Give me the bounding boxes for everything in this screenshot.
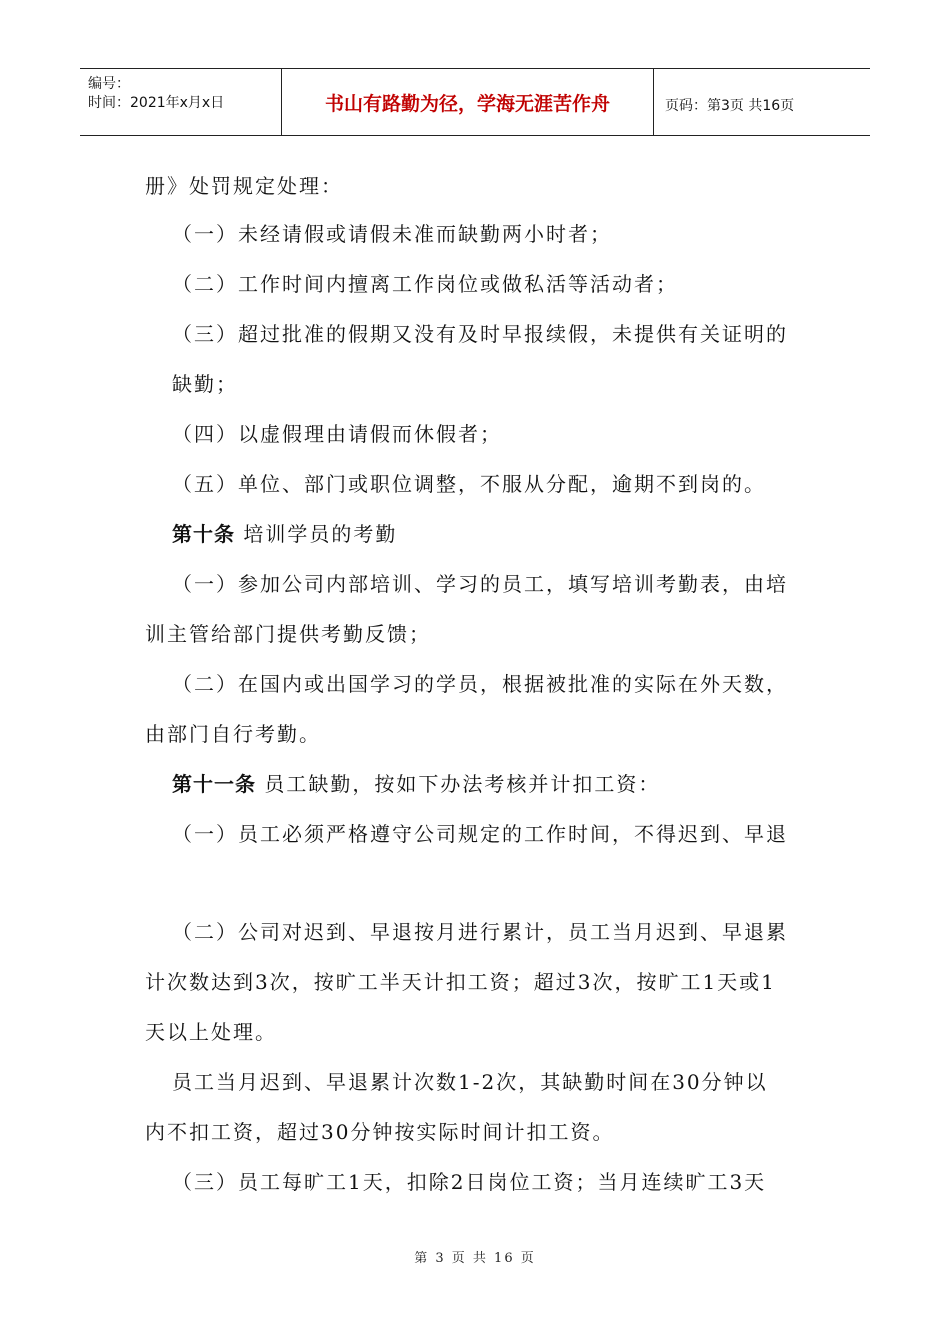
body-line: （一）未经请假或请假未准而缺勤两小时者；	[172, 222, 612, 246]
body-line: 内不扣工资，超过30分钟按实际时间计扣工资。	[145, 1120, 615, 1144]
article-10-heading	[172, 522, 397, 546]
header-page-info: 页码：第3页 共16页	[665, 98, 795, 114]
body-line: （一）参加公司内部培训、学习的员工，填写培训考勤表，由培	[172, 572, 788, 596]
body-line: （二）公司对迟到、早退按月进行累计，员工当月迟到、早退累	[172, 920, 788, 944]
article-10-text: 培训学员的考勤	[243, 522, 398, 546]
body-line: （三）超过批准的假期又没有及时早报续假，未提供有关证明的	[172, 322, 788, 346]
body-line: （五）单位、部门或职位调整，不服从分配，逾期不到岗的。	[172, 472, 766, 496]
body-line: 缺勤；	[172, 372, 238, 396]
header-table	[80, 68, 870, 136]
page-footer: 第 3 页 共 16 页	[414, 1251, 536, 1266]
body-line: 训主管给部门提供考勤反馈；	[145, 622, 431, 646]
article-11-title: 第十一条	[172, 772, 256, 796]
header-divider	[653, 69, 654, 135]
date-label: 时间：2021年x月x日	[88, 95, 225, 111]
body-line: 册》处罚规定处理：	[145, 174, 343, 198]
body-line: 天以上处理。	[145, 1020, 277, 1044]
doc-number-label: 编号：	[88, 76, 130, 92]
body-line: （三）员工每旷工1天，扣除2日岗位工资；当月连续旷工3天	[172, 1170, 767, 1194]
body-line: （二）在国内或出国学习的学员，根据被批准的实际在外天数，	[172, 672, 788, 696]
body-line: 员工当月迟到、早退累计次数1-2次，其缺勤时间在30分钟以	[172, 1070, 768, 1094]
body-line: （一）员工必须严格遵守公司规定的工作时间，不得迟到、早退	[172, 822, 788, 846]
article-11-text: 员工缺勤，按如下办法考核并计扣工资：	[264, 772, 661, 796]
article-11-heading	[172, 772, 660, 796]
body-line: （二）工作时间内擅离工作岗位或做私活等活动者；	[172, 272, 678, 296]
header-motto: 书山有路勤为径，学海无涯苦作舟	[324, 93, 610, 115]
body-line: 由部门自行考勤。	[145, 722, 321, 746]
body-line: 计次数达到3次，按旷工半天计扣工资；超过3次，按旷工1天或1	[145, 970, 776, 994]
body-line: （四）以虚假理由请假而休假者；	[172, 422, 502, 446]
article-10-title: 第十条	[172, 522, 235, 546]
